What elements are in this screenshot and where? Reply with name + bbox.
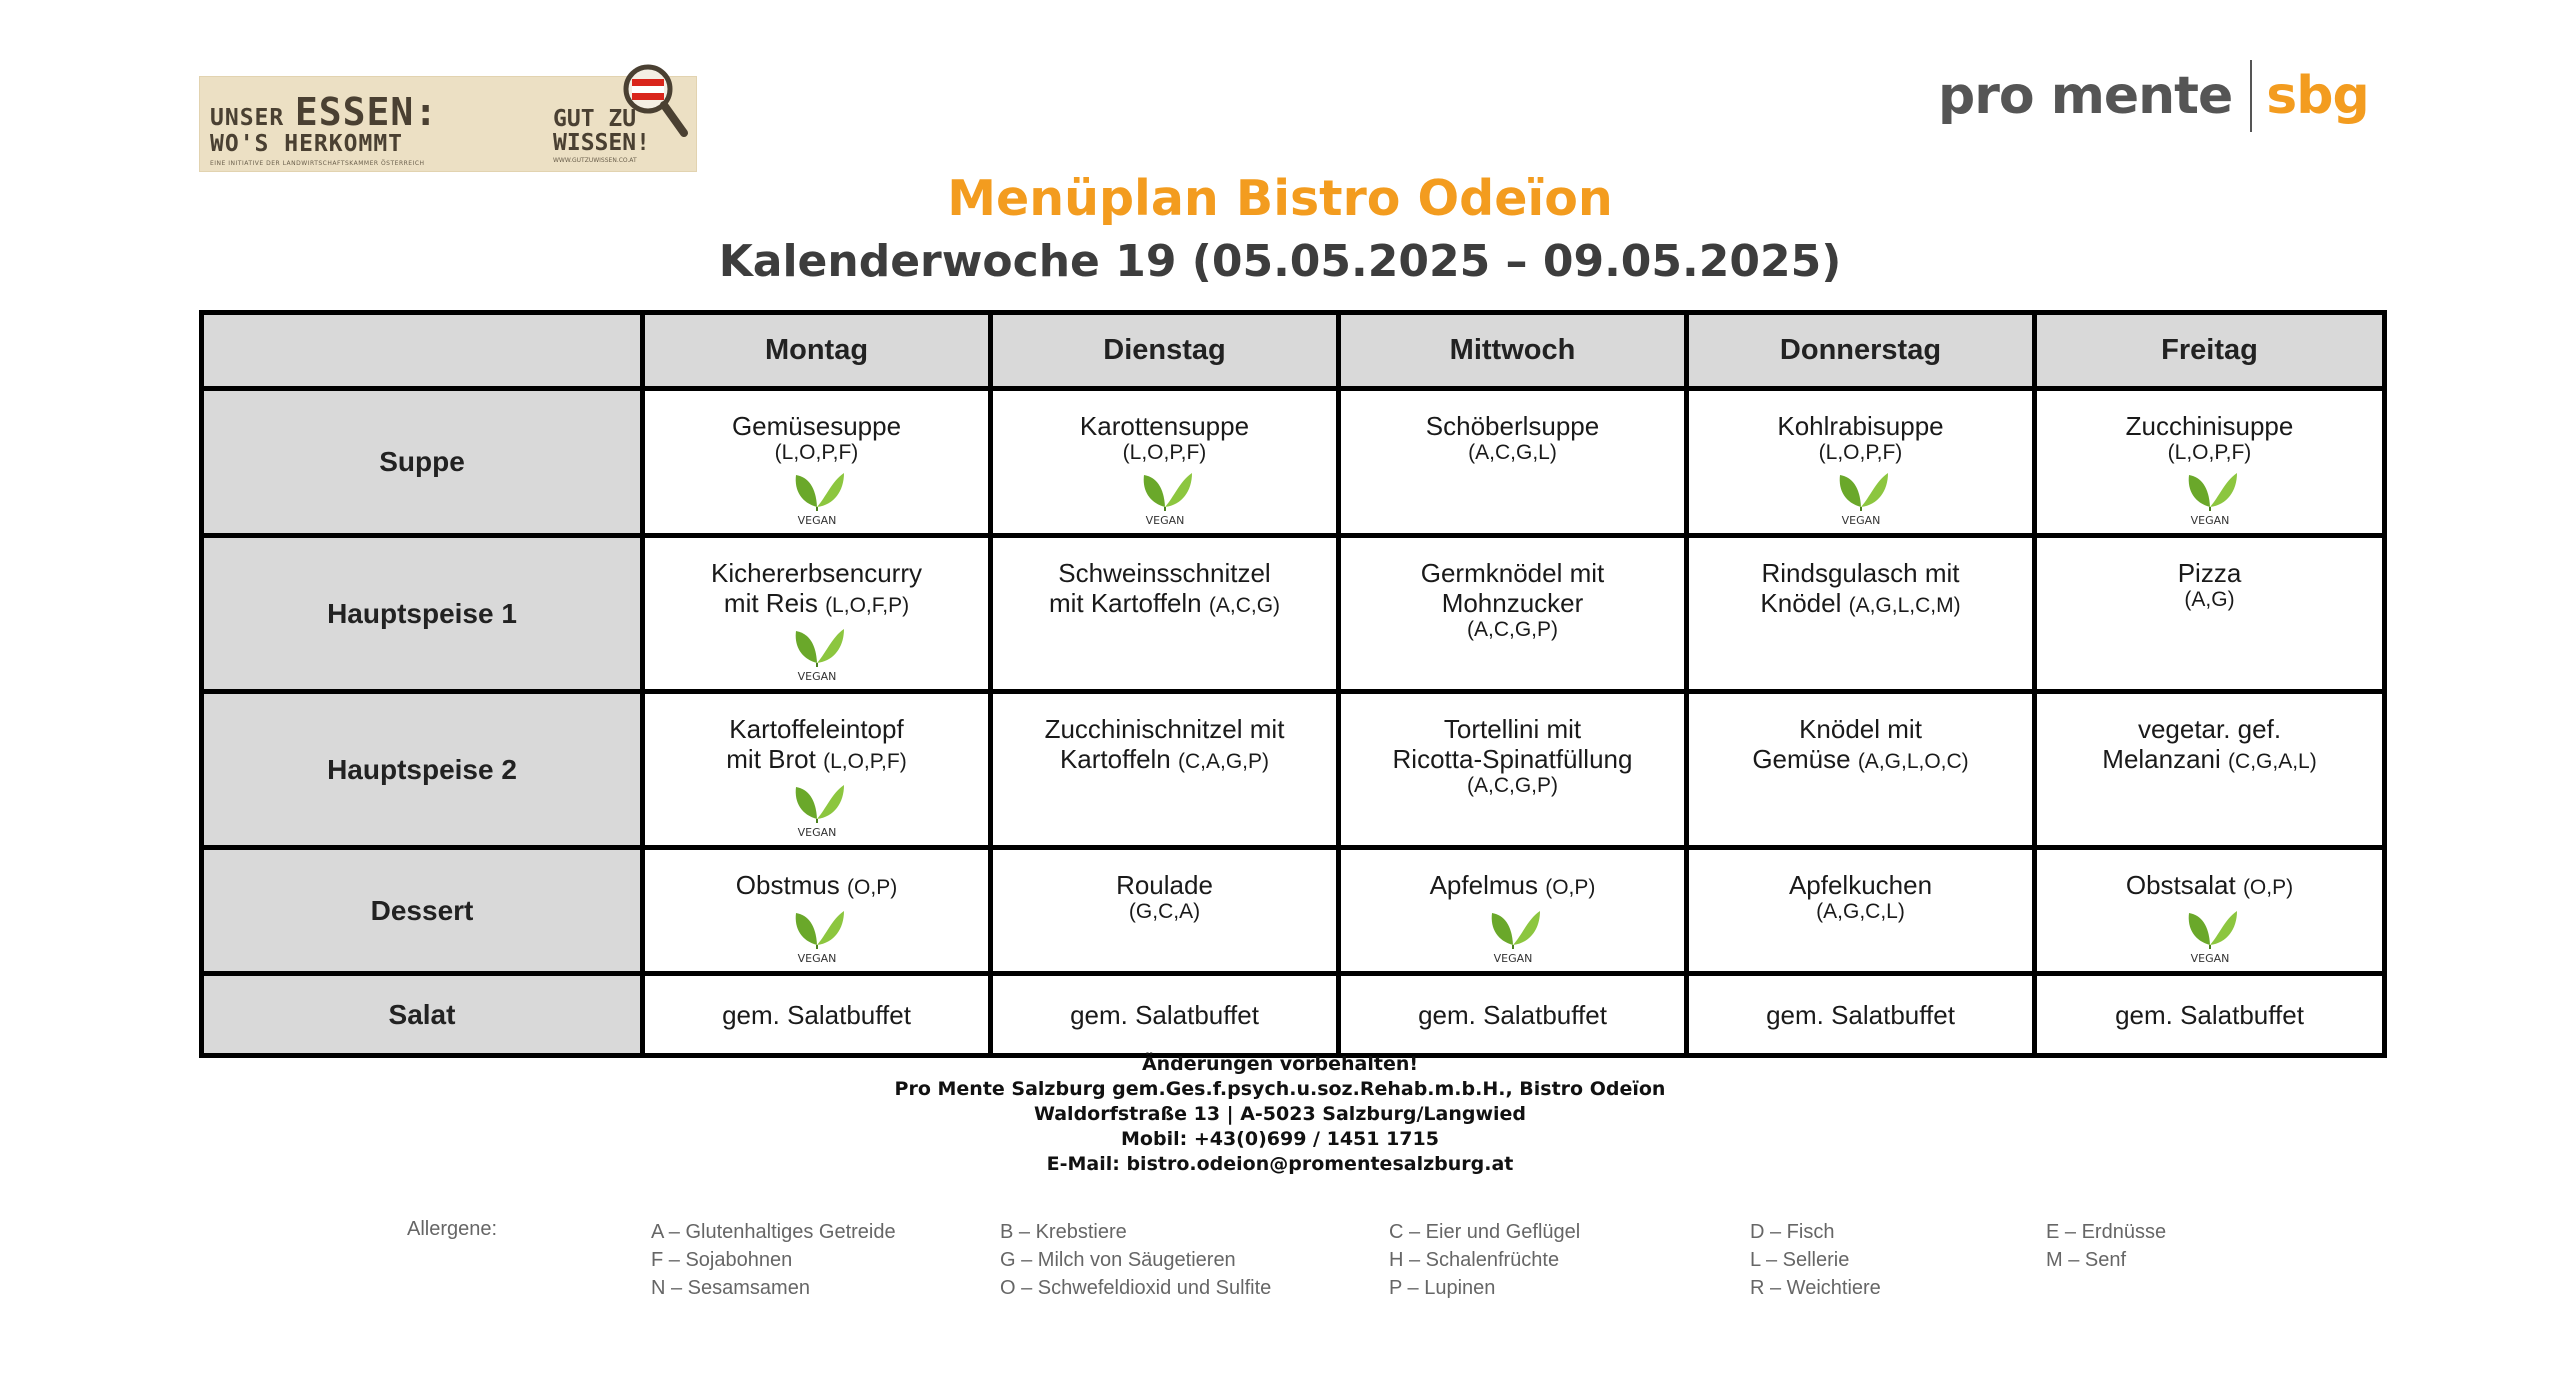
vegan-label: VEGAN (1145, 514, 1184, 527)
dish-name: Roulade (1116, 870, 1213, 900)
banner-initiative: EINE INITIATIVE DER LANDWIRTSCHAFTSKAMMER ÖSTERREICH (210, 160, 425, 167)
dish-cell-mittwoch (1339, 848, 1687, 974)
vegan-leaf-icon (786, 905, 848, 965)
allergen-legend-item: A – Glutenhaltiges Getreide (651, 1221, 896, 1243)
allergen-legend-item: M – Senf (2046, 1249, 2127, 1271)
dish-name: Gemüsesuppe (731, 411, 902, 441)
allergen-legend-item: B – Krebstiere (1000, 1221, 1127, 1243)
dish-cell-mittwoch (1339, 692, 1687, 848)
allergen-legend-item: O – Schwefeldioxid und Sulfite (1000, 1277, 1272, 1299)
dish-name: Rindsgulasch mit (1761, 558, 1960, 588)
vegan-label: VEGAN (1493, 952, 1532, 965)
campaign-banner (199, 76, 697, 172)
vegan-label: VEGAN (797, 952, 836, 965)
logo-divider (2250, 60, 2252, 132)
row-label: Hauptspeise 2 (202, 692, 643, 848)
allergen-codes: (A,G) (2184, 588, 2235, 611)
allergen-codes: (C,G,A,L) (2228, 750, 2317, 773)
allergen-codes: (A,C,G,P) (1466, 618, 1558, 641)
dish-cell-montag (643, 692, 991, 848)
banner-essen: ESSEN: (294, 90, 439, 134)
dish-name: Melanzani (2102, 744, 2221, 774)
dish-cell-mittwoch (1339, 536, 1687, 692)
dish-cell-donnerstag (1687, 974, 2035, 1056)
vegan-leaf-icon (1134, 467, 1196, 527)
dish-name: mit Kartoffeln (1048, 588, 1202, 618)
vegan-leaf-icon (2179, 467, 2241, 527)
dish-cell-freitag (2035, 389, 2385, 536)
dish-name: gem. Salatbuffet (722, 999, 911, 1030)
day-header-dienstag: Dienstag (991, 313, 1339, 389)
page-title: Menüplan Bistro Odeïon (947, 170, 1613, 227)
footer-notice: Änderungen vorbehalten! (1141, 1053, 1419, 1075)
dish-cell-montag (643, 848, 991, 974)
dish-cell-dienstag (991, 692, 1339, 848)
vegan-leaf-icon (786, 467, 848, 527)
allergen-legend-item: G – Milch von Säugetieren (1000, 1249, 1236, 1271)
dish-cell-donnerstag (1687, 389, 2035, 536)
day-header-montag: Montag (643, 313, 991, 389)
dish-name: Obstsalat (2125, 870, 2236, 900)
dish-name: Kartoffeln (1059, 744, 1171, 774)
allergen-codes: (O,P) (2242, 876, 2294, 899)
footer-mobile: Mobil: +43(0)699 / 1451 1715 (1121, 1128, 1439, 1150)
dish-name: gem. Salatbuffet (1418, 999, 1607, 1030)
dish-cell-freitag (2035, 848, 2385, 974)
allergen-codes: (L,O,F,P) (825, 594, 910, 617)
dish-cell-mittwoch (1339, 974, 1687, 1056)
dish-cell-dienstag (991, 974, 1339, 1056)
banner-left (210, 90, 439, 167)
vegan-leaf-icon (786, 779, 848, 839)
logo-pro-mente: pro mente (1938, 66, 2233, 126)
dish-name: Pizza (2177, 558, 2242, 588)
allergen-codes: (L,O,P,F) (774, 441, 859, 464)
dish-name: Obstmus (735, 870, 840, 900)
allergen-codes: (L,O,P,F) (823, 750, 907, 773)
week-subtitle: Kalenderwoche 19 (05.05.2025 – 09.05.2025) (718, 236, 1842, 287)
dish-cell-freitag (2035, 536, 2385, 692)
allergen-codes: (L,O,P,F) (1818, 441, 1903, 464)
vegan-leaf-icon (2179, 905, 2241, 965)
dish-cell-freitag (2035, 974, 2385, 1056)
allergen-codes: (A,C,G) (1208, 594, 1281, 617)
dish-name: mit Reis (723, 588, 818, 618)
allergen-codes: (A,C,G,L) (1468, 441, 1557, 464)
banner-unser: UNSER (210, 105, 285, 131)
dish-name: Kartoffeleintopf (729, 714, 904, 744)
row-label: Hauptspeise 1 (202, 536, 643, 692)
allergens-label: Allergene: (407, 1218, 498, 1240)
dish-name: Schweinsschnitzel (1058, 558, 1271, 588)
dish-name: Kichererbsencurry (711, 558, 922, 588)
banner-wissen: WISSEN! (553, 130, 650, 157)
allergen-codes: (G,C,A) (1128, 900, 1201, 923)
dish-name: Knödel (1760, 588, 1842, 618)
pro-mente-logo (1938, 60, 2369, 132)
contact-footer (0, 1052, 2560, 1177)
dish-cell-dienstag (991, 389, 1339, 536)
vegan-label: VEGAN (2190, 952, 2229, 965)
logo-sbg: sbg (2266, 66, 2369, 126)
allergen-codes: (A,C,G,P) (1466, 774, 1558, 797)
allergen-legend-item: H – Schalenfrüchte (1389, 1249, 1560, 1271)
menu-row (202, 848, 2385, 974)
magnifier-flag-icon (620, 61, 690, 141)
allergen-codes: (L,O,P,F) (1122, 441, 1207, 464)
dish-cell-montag (643, 974, 991, 1056)
allergen-legend-item: C – Eier und Geflügel (1389, 1221, 1581, 1243)
allergen-codes: (A,G,L,C,M) (1848, 594, 1961, 617)
footer-company: Pro Mente Salzburg gem.Ges.f.psych.u.soz.Rehab.m.b.H., Bistro Odeïon (894, 1078, 1666, 1100)
menu-row (202, 974, 2385, 1056)
allergen-legend-item: E – Erdnüsse (2046, 1221, 2167, 1243)
allergen-codes: (O,P) (847, 876, 898, 899)
allergen-legend-item: F – Sojabohnen (651, 1249, 793, 1271)
menu-row (202, 536, 2385, 692)
banner-gut-zu: GUT ZU (553, 106, 637, 132)
dish-name: mit Brot (726, 744, 816, 774)
banner-url: WWW.GUTZUWISSEN.CO.AT (553, 157, 637, 165)
allergen-codes: (O,P) (1545, 876, 1596, 899)
dish-name: Apfelmus (1429, 870, 1538, 900)
vegan-leaf-icon (1482, 905, 1544, 965)
dish-name: vegetar. gef. (2137, 714, 2282, 744)
dish-name: Knödel mit (1799, 714, 1922, 744)
vegan-label: VEGAN (797, 514, 836, 527)
day-header-mittwoch: Mittwoch (1339, 313, 1687, 389)
row-label: Suppe (202, 389, 643, 536)
allergen-legend-item: P – Lupinen (1389, 1277, 1496, 1299)
allergen-codes: (C,A,G,P) (1178, 750, 1270, 773)
dish-name: Tortellini mit (1443, 714, 1582, 744)
dish-cell-freitag (2035, 692, 2385, 848)
dish-cell-mittwoch (1339, 389, 1687, 536)
allergen-codes: (A,G,L,O,C) (1857, 750, 1969, 773)
vegan-label: VEGAN (1841, 514, 1880, 527)
dish-cell-montag (643, 389, 991, 536)
day-header-freitag: Freitag (2035, 313, 2385, 389)
dish-name: Germknödel mit (1420, 558, 1605, 588)
menu-row (202, 389, 2385, 536)
header-row (202, 313, 2385, 389)
allergen-codes: (L,O,P,F) (2167, 441, 2252, 464)
header-corner (202, 313, 643, 389)
footer-email: E-Mail: bistro.odeion@promentesalzburg.at (1046, 1153, 1514, 1175)
dish-cell-donnerstag (1687, 848, 2035, 974)
vegan-label: VEGAN (2190, 514, 2229, 527)
allergen-codes: (A,G,C,L) (1816, 900, 1905, 923)
row-label: Dessert (202, 848, 643, 974)
allergen-legend-item: N – Sesamsamen (651, 1277, 810, 1299)
dish-cell-donnerstag (1687, 692, 2035, 848)
allergen-legend-item: D – Fisch (1750, 1221, 1835, 1243)
dish-name: Karottensuppe (1079, 411, 1250, 441)
dish-name: Zucchinisuppe (2125, 411, 2294, 441)
dish-name: Mohnzucker (1441, 588, 1584, 618)
dish-cell-donnerstag (1687, 536, 2035, 692)
dish-cell-dienstag (991, 536, 1339, 692)
vegan-leaf-icon (786, 623, 848, 683)
vegan-leaf-icon (1830, 467, 1892, 527)
dish-name: gem. Salatbuffet (1766, 999, 1955, 1030)
vegan-label: VEGAN (797, 670, 836, 683)
day-header-donnerstag: Donnerstag (1687, 313, 2035, 389)
dish-name: Zucchinischnitzel mit (1044, 714, 1285, 744)
dish-cell-dienstag (991, 848, 1339, 974)
dish-name: Ricotta-Spinatfüllung (1392, 744, 1633, 774)
menu-table (199, 310, 2387, 1058)
row-label: Salat (202, 974, 643, 1056)
allergen-legend-item: L – Sellerie (1750, 1249, 1850, 1271)
dish-name: Schöberlsuppe (1425, 411, 1600, 441)
dish-name: gem. Salatbuffet (1070, 999, 1259, 1030)
dish-name: gem. Salatbuffet (2115, 999, 2304, 1030)
dish-name: Apfelkuchen (1788, 870, 1933, 900)
vegan-label: VEGAN (797, 826, 836, 839)
banner-herkommt: WO'S HERKOMMT (210, 131, 404, 157)
dish-name: Kohlrabisuppe (1777, 411, 1944, 441)
menu-row (202, 692, 2385, 848)
dish-cell-montag (643, 536, 991, 692)
dish-name: Gemüse (1752, 744, 1851, 774)
allergen-legend-item: R – Weichtiere (1750, 1277, 1881, 1299)
footer-address: Waldorfstraße 13 | A-5023 Salzburg/Langwied (1033, 1103, 1527, 1125)
